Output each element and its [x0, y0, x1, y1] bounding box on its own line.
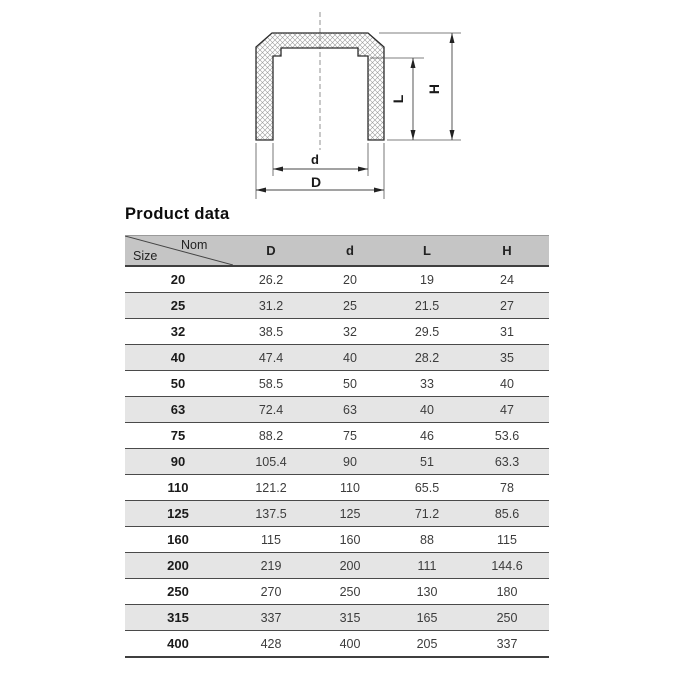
value-cell: 21.5	[414, 298, 440, 313]
value-cell: 65.5	[414, 480, 440, 495]
value-cell: 144.6	[491, 558, 523, 573]
size-cell: 200	[167, 558, 189, 573]
size-cell: 40	[170, 350, 186, 365]
table-row	[125, 475, 549, 501]
size-cell: 160	[167, 532, 189, 547]
value-cell: 130	[416, 584, 438, 599]
dim-label-D: D	[310, 174, 322, 190]
value-cell: 400	[339, 636, 361, 651]
header-col-d: d	[346, 243, 354, 258]
dimension-d	[273, 167, 368, 172]
value-cell: 33	[420, 376, 434, 391]
value-cell: 219	[260, 558, 282, 573]
value-cell: 35	[500, 350, 514, 365]
value-cell: 75	[343, 428, 357, 443]
value-cell: 78	[500, 480, 514, 495]
value-cell: 24	[500, 272, 514, 287]
size-cell: 20	[170, 272, 186, 287]
value-cell: 315	[339, 610, 361, 625]
table-row	[125, 345, 549, 371]
dim-label-L: L	[390, 94, 406, 104]
value-cell: 27	[500, 298, 514, 313]
value-cell: 51	[420, 454, 434, 469]
table-row	[125, 319, 549, 345]
value-cell: 250	[496, 610, 518, 625]
size-cell: 63	[170, 402, 186, 417]
value-cell: 105.4	[255, 454, 287, 469]
value-cell: 270	[260, 584, 282, 599]
value-cell: 38.5	[258, 324, 284, 339]
table-row	[125, 501, 549, 527]
value-cell: 31	[500, 324, 514, 339]
header-diagonal-cell	[125, 236, 231, 267]
value-cell: 53.6	[494, 428, 520, 443]
value-cell: 26.2	[258, 272, 284, 287]
value-cell: 115	[497, 532, 517, 547]
table-header	[125, 236, 549, 267]
table-row	[125, 371, 549, 397]
value-cell: 40	[500, 376, 514, 391]
value-cell: 85.6	[494, 506, 520, 521]
header-row	[125, 236, 549, 267]
product-data-table	[125, 235, 549, 658]
header-nom-label: Nom	[181, 238, 208, 252]
value-cell: 115	[261, 532, 281, 547]
extension-lines	[256, 33, 461, 199]
table-row	[125, 293, 549, 319]
table-row	[125, 579, 549, 605]
value-cell: 19	[420, 272, 434, 287]
value-cell: 72.4	[258, 402, 284, 417]
value-cell: 111	[417, 558, 437, 573]
value-cell: 46	[420, 428, 434, 443]
value-cell: 32	[343, 324, 357, 339]
page-title: Product data	[125, 205, 230, 223]
value-cell: 137.5	[255, 506, 287, 521]
size-cell: 90	[170, 454, 186, 469]
table-body	[125, 266, 549, 657]
header-size-label: Size	[133, 249, 158, 263]
value-cell: 47.4	[258, 350, 284, 365]
value-cell: 58.5	[258, 376, 284, 391]
value-cell: 205	[416, 636, 438, 651]
value-cell: 125	[339, 506, 361, 521]
value-cell: 29.5	[414, 324, 440, 339]
value-cell: 165	[416, 610, 438, 625]
value-cell: 40	[420, 402, 434, 417]
size-cell: 125	[167, 506, 189, 521]
size-cell: 50	[170, 376, 186, 391]
value-cell: 28.2	[414, 350, 440, 365]
value-cell: 63.3	[494, 454, 520, 469]
value-cell: 337	[260, 610, 282, 625]
header-col-H: H	[502, 243, 512, 258]
size-cell: 400	[167, 636, 189, 651]
value-cell: 200	[339, 558, 361, 573]
value-cell: 50	[343, 376, 357, 391]
dimension-H	[450, 33, 455, 140]
value-cell: 110	[340, 480, 360, 495]
value-cell: 25	[343, 298, 357, 313]
value-cell: 31.2	[258, 298, 284, 313]
value-cell: 63	[343, 402, 357, 417]
value-cell: 88.2	[258, 428, 284, 443]
size-cell: 110	[167, 480, 189, 495]
table-row	[125, 553, 549, 579]
value-cell: 90	[343, 454, 357, 469]
value-cell: 121.2	[255, 480, 287, 495]
value-cell: 47	[500, 402, 514, 417]
dimension-L	[411, 58, 416, 140]
size-cell: 250	[167, 584, 189, 599]
header-col-L: L	[423, 243, 431, 258]
table-row	[125, 605, 549, 631]
table-row	[125, 397, 549, 423]
value-cell: 428	[260, 636, 282, 651]
technical-drawing	[228, 5, 480, 215]
table-row	[125, 631, 549, 658]
value-cell: 337	[496, 636, 518, 651]
table-row	[125, 527, 549, 553]
table-row	[125, 423, 549, 449]
header-col-D: D	[266, 243, 276, 258]
value-cell: 40	[343, 350, 357, 365]
size-cell: 75	[170, 428, 186, 443]
table-row	[125, 266, 549, 293]
dim-label-d: d	[311, 152, 319, 167]
value-cell: 71.2	[414, 506, 440, 521]
dim-label-H: H	[426, 83, 442, 95]
size-cell: 32	[170, 324, 186, 339]
value-cell: 180	[496, 584, 518, 599]
size-cell: 25	[170, 298, 186, 313]
value-cell: 88	[420, 532, 434, 547]
table-row	[125, 449, 549, 475]
value-cell: 250	[339, 584, 361, 599]
value-cell: 160	[339, 532, 361, 547]
value-cell: 20	[343, 272, 357, 287]
size-cell: 315	[167, 610, 189, 625]
